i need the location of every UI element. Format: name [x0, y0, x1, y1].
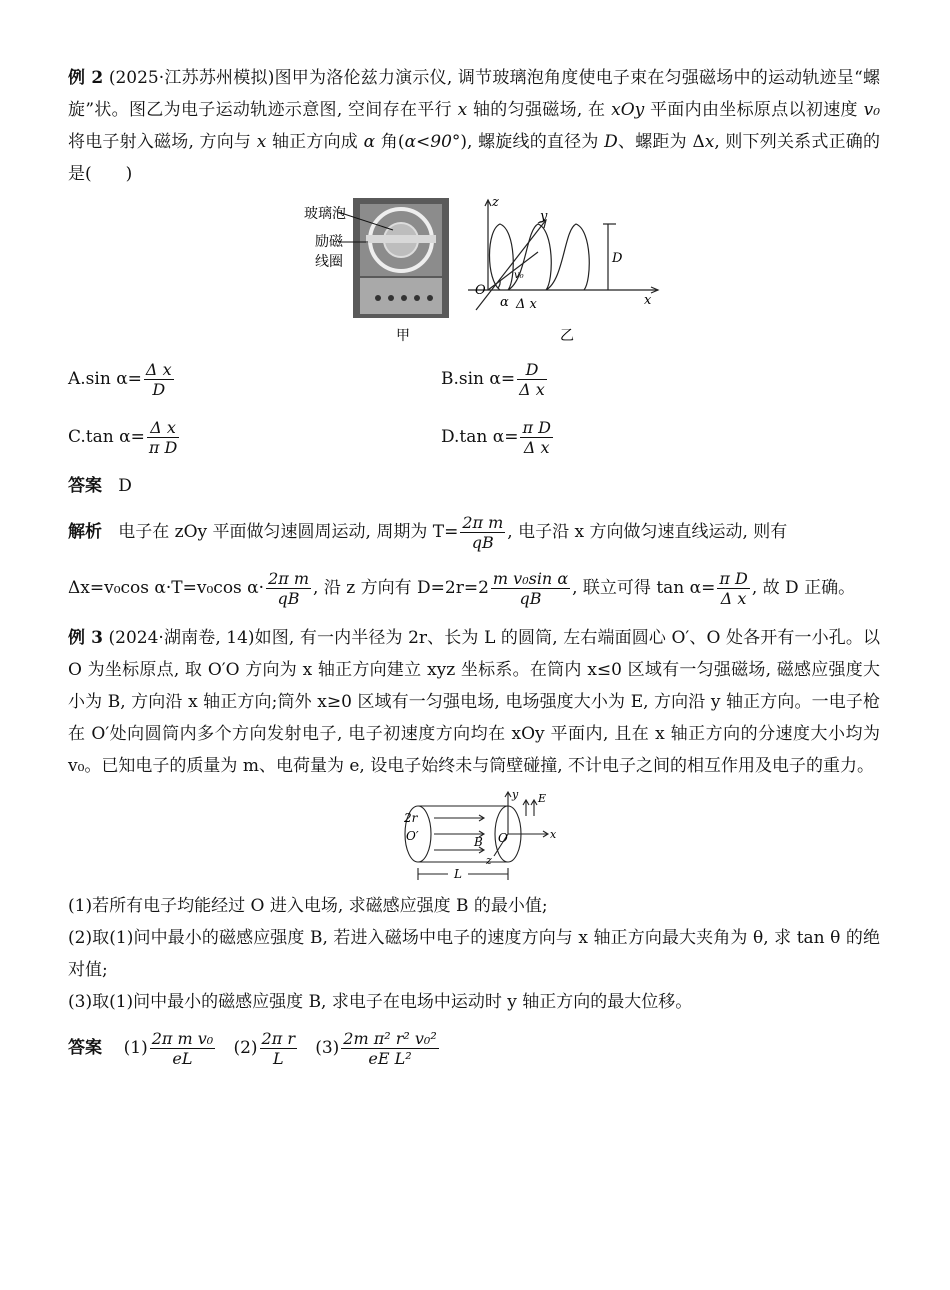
option-a-prefix: A.sin α=	[68, 368, 142, 389]
fraction	[266, 569, 311, 608]
coil-label-2: 线圈	[315, 254, 343, 270]
example-2-analysis-line-1	[68, 506, 880, 558]
answer-2-fraction	[260, 1029, 297, 1068]
cylinder-figure	[398, 788, 558, 886]
numerator: 2π m	[462, 513, 504, 532]
document-page	[68, 62, 880, 1074]
denominator: qB	[471, 533, 494, 552]
stem-text: , 则下列关系式正确的是( )	[68, 132, 881, 184]
stem-text: 如图, 有一内半径为 2r、长为 L 的圆筒, 左右端面圆心 O′、O 处各开有一小孔。以 O 为坐标原点, 取 O′O 方向为 x 轴正方向建立 xyz 坐标系。在筒内 x≤0 区域有一匀强磁场, 磁感应强度大小为 B, 方向沿 x 轴正方向;筒外 x≥0 区域有一匀强电场, 电场强度大小为 E, 方向沿 y 轴正方向。一电子枪在 O′处向圆筒内多个方向发射电子, 电子初速度方向均在 xOy 平面内, 且在 x 轴正方向的分速度大小均为 v₀。已知电子的质量为 m、电荷量为 e, 设电子始终未与筒壁碰撞, 不计电子之间的相互作用及电子的重力。	[68, 628, 880, 776]
answer-label: 答案	[68, 1038, 102, 1058]
numerator: Δ x	[145, 359, 172, 379]
axis-z-label: z	[492, 195, 499, 210]
example-2-figure	[68, 190, 880, 350]
var-v0: v₀	[863, 100, 881, 120]
denominator: Δ x	[519, 379, 545, 399]
stem-text: 将电子射入磁场, 方向与	[68, 132, 257, 152]
numerator: π D	[522, 417, 551, 437]
answer-2-prefix: (2)	[233, 1038, 258, 1058]
velocity-label: v₀	[514, 270, 524, 281]
question-2: (2)取(1)问中最小的磁感应强度 B, 若进入磁场中电子的速度方向与 x 轴正方向最大夹角为 θ, 求 tan θ 的绝对值;	[68, 928, 880, 980]
helix-diagram	[468, 200, 658, 310]
option-d-fraction	[520, 418, 552, 457]
numerator: D	[517, 360, 547, 380]
origin-prime-label: O′	[406, 829, 419, 843]
stem-text: 平面内由坐标原点以初速度	[644, 100, 864, 120]
numerator: 2π m	[268, 569, 310, 588]
apparatus-photo	[338, 198, 449, 318]
analysis-text: Δx=v₀cos α·T=v₀cos α·	[68, 578, 265, 598]
denominator: qB	[277, 589, 300, 608]
var-x: x	[704, 132, 715, 152]
options-row-2	[68, 408, 880, 466]
option-b[interactable]	[441, 360, 814, 399]
field-e-label: E	[538, 792, 547, 805]
example-2-stem	[68, 62, 880, 190]
denominator: qB	[519, 589, 542, 608]
bulb-label: 玻璃泡	[304, 206, 346, 222]
axis-y-label: y	[540, 209, 548, 224]
figure-yi-label: 乙	[560, 328, 574, 344]
option-d-prefix: D.tan α=	[441, 426, 519, 447]
denominator: π D	[148, 437, 178, 457]
analysis-text: , 联立可得 tan α=	[572, 578, 716, 598]
denominator: Δ x	[523, 437, 550, 457]
option-d[interactable]	[441, 418, 814, 457]
option-a[interactable]	[68, 360, 441, 399]
field-b-label: B	[474, 835, 483, 849]
var-xoy: xOy	[611, 100, 645, 120]
figure-jia-label: 甲	[396, 328, 410, 344]
analysis-text: 电子在 zOy 平面做匀速圆周运动, 周期为 T=	[118, 522, 459, 542]
var-d: D	[604, 132, 618, 152]
denominator: eE L²	[368, 1049, 412, 1068]
var-x: x	[457, 100, 468, 120]
options-row-1	[68, 350, 880, 408]
var-alpha: α	[363, 132, 376, 152]
denominator: L	[272, 1049, 284, 1068]
axis-y-label: y	[512, 788, 519, 801]
example-3-label: 例 3	[68, 628, 103, 648]
cylinder-svg	[398, 788, 568, 886]
numerator: 2π r	[261, 1029, 295, 1048]
answer-3-fraction	[341, 1029, 438, 1068]
option-c-prefix: C.tan α=	[68, 426, 145, 447]
radius-label: 2r	[404, 811, 418, 825]
example-3-answer	[68, 1022, 880, 1074]
stem-text: ), 螺旋线的直径为	[460, 132, 605, 152]
stem-text: 角(	[375, 132, 405, 152]
analysis-text: , 电子沿 x 方向做匀速直线运动, 则有	[507, 522, 788, 542]
angle-condition: α<90°	[404, 132, 461, 152]
answer-value: D	[118, 476, 132, 496]
numerator: Δ x	[147, 418, 179, 438]
option-b-prefix: B.sin α=	[441, 368, 516, 389]
numerator: 2π m v₀	[151, 1029, 214, 1048]
answer-3-prefix: (3)	[315, 1038, 340, 1058]
example-2-answer	[68, 470, 880, 502]
var-x: x	[256, 132, 267, 152]
option-c[interactable]	[68, 418, 441, 457]
option-a-fraction	[144, 360, 174, 399]
analysis-text: , 沿 z 方向有 D=2r=2	[313, 578, 489, 598]
answer-1-prefix: (1)	[123, 1038, 148, 1058]
period-fraction	[460, 513, 505, 552]
example-3-stem	[68, 622, 880, 782]
coil-label-1: 励磁	[315, 234, 343, 250]
denominator: eL	[172, 1049, 193, 1068]
pitch-label: Δ x	[516, 297, 537, 312]
stem-text: 图甲为洛伦兹力演示仪, 调节玻璃泡角度使电子束在匀强磁场中的运动轨迹呈“螺旋”状。图乙为电子运动轨迹示意图, 空间存在平行	[68, 68, 881, 120]
denominator: Δ x	[720, 589, 747, 608]
origin-label: O	[498, 831, 508, 845]
example-2-label: 例 2	[68, 68, 104, 88]
diameter-label: D	[612, 251, 623, 266]
origin-label: O	[475, 283, 486, 298]
numerator: m v₀sin α	[492, 569, 569, 588]
fraction	[717, 569, 749, 608]
question-1: (1)若所有电子均能经过 O 进入电场, 求磁感应强度 B 的最小值;	[68, 896, 548, 916]
answer-label: 答案	[68, 476, 102, 496]
axis-z-label: z	[486, 854, 492, 867]
numerator: 2m π² r² v₀²	[343, 1029, 437, 1048]
stem-text: 、螺距为 Δ	[617, 132, 705, 152]
axis-x-label: x	[550, 828, 557, 841]
example-2-analysis-line-2	[68, 562, 880, 614]
example-3-source: (2024·湖南卷, 14)	[108, 628, 255, 648]
lorentz-figure	[68, 190, 880, 350]
answer-1-fraction	[150, 1029, 216, 1068]
analysis-label: 解析	[68, 522, 102, 542]
denominator: D	[152, 379, 166, 399]
stem-text: 轴正方向成	[266, 132, 364, 152]
numerator: π D	[719, 569, 748, 588]
option-b-fraction	[517, 360, 547, 399]
analysis-text: , 故 D 正确。	[751, 578, 856, 598]
fraction	[491, 569, 570, 608]
alpha-label: α	[500, 295, 509, 310]
axis-x-label: x	[644, 293, 652, 308]
length-label: L	[454, 867, 462, 881]
example-2-source: (2025·江苏苏州模拟)	[108, 68, 275, 88]
stem-text: 轴的匀强磁场, 在	[467, 100, 612, 120]
question-3: (3)取(1)问中最小的磁感应强度 B, 求电子在电场中运动时 y 轴正方向的最大位移。	[68, 992, 693, 1012]
option-c-fraction	[147, 418, 179, 457]
